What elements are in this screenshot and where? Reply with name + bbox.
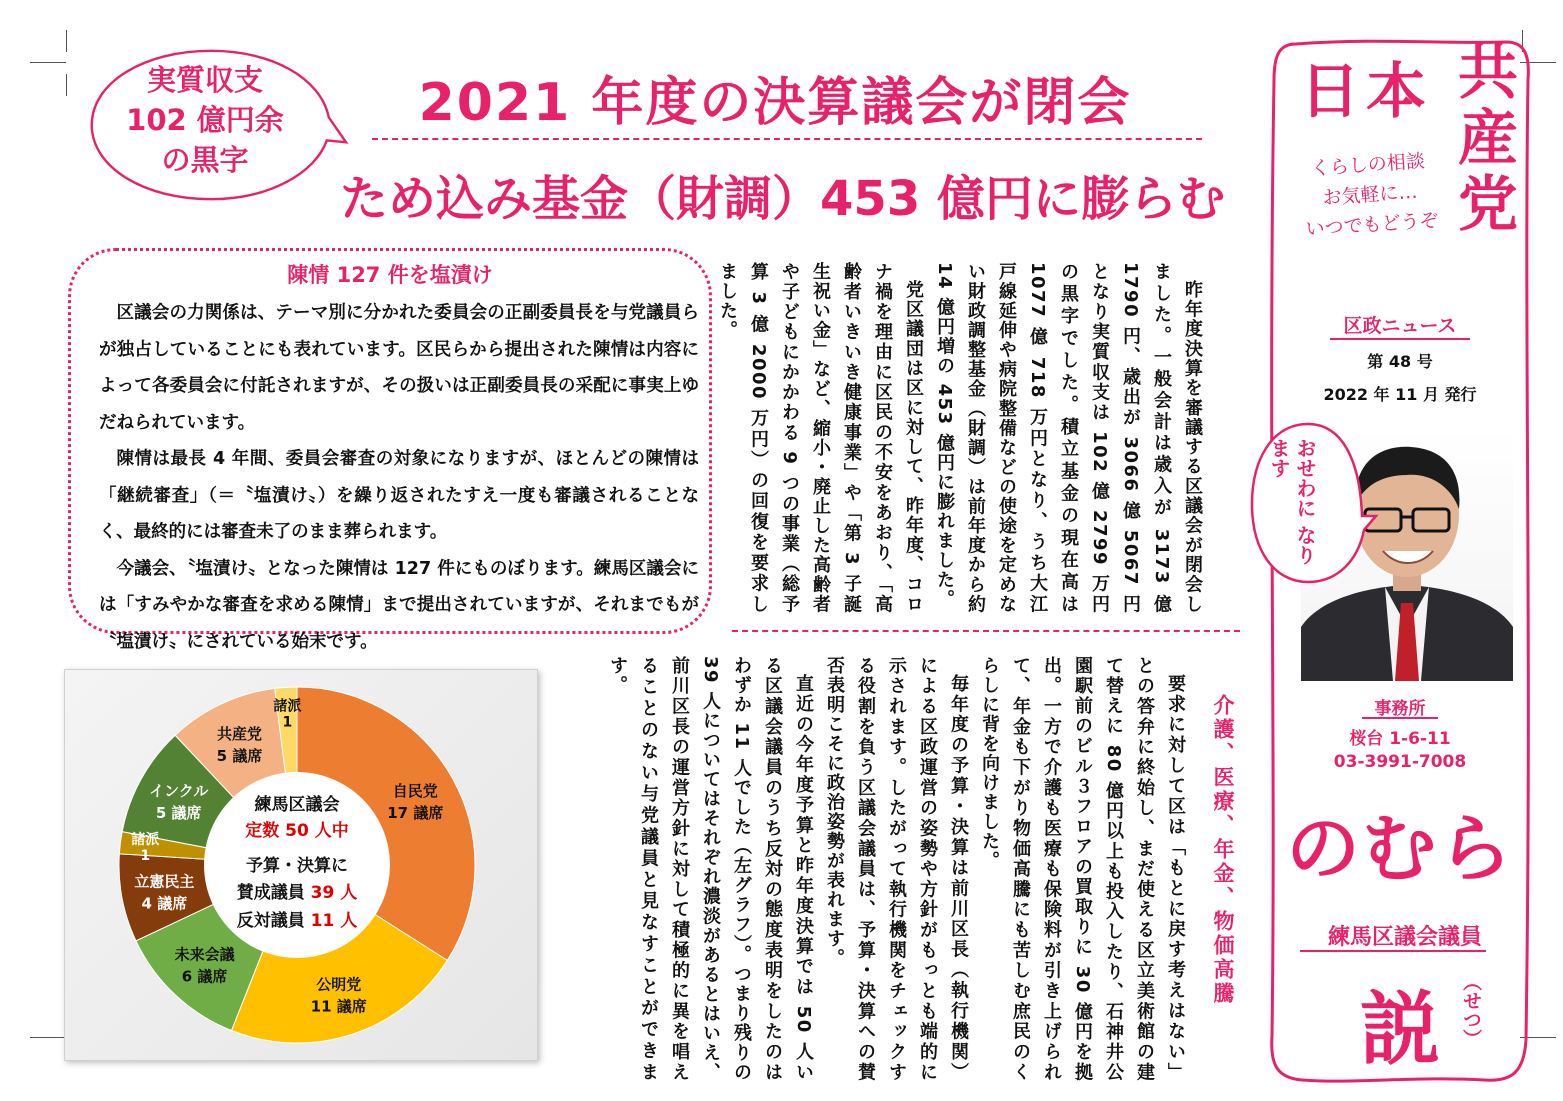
main-headline: 2021 年度の決算議会が閉会: [418, 73, 1132, 133]
greeting-line: なります: [1267, 438, 1317, 565]
news-underline: [1330, 338, 1470, 340]
consult-note: [1297, 145, 1443, 245]
callout-line: 102 億円余: [126, 103, 284, 137]
slice-label: 未来会議: [174, 945, 235, 964]
crop-mark: [66, 30, 67, 52]
crop-mark: [66, 74, 67, 96]
headline-divider: [372, 138, 1202, 140]
article-paragraph: 昨年度決算を審議する区議会が閉会しました。一般会計は歳入が 3173 億 1790 円、歳出が 3066 億 5067 円となり実質収支は 102 億 2799 万円の黒字でした。積立基金の現在高は 1077 億 718 万円となり、うち大江戸線延伸や病院整備などの使途を定めない財政調整基金（財調）は前年度から約 14 億円増の 453 億円に膨れました。: [934, 262, 1203, 614]
center-line-text: 反対議員: [236, 911, 311, 931]
member-name-hiragana: のむら: [1286, 806, 1514, 892]
article-upper: [717, 262, 1208, 614]
approve-count: 39 人: [310, 883, 358, 903]
greeting-line: おせわに: [1293, 438, 1317, 518]
article-paragraph: 毎年度の予算・決算は前川区長（執行機関）による区政運営の姿勢や方針がもっとも端的に示されます。したがって執行機関をチェックする役割を負う区議会議員は、予算・決算への賛否表明こそに政治姿勢が表れます。: [824, 656, 969, 1083]
article-paragraph: 要求に対して区は「もとに戻す考えはない」との答弁に終始し、まだ使える区立美術館の建て替えに 80 億円以上も投入したり、石神井公園駅前のビル３フロアの買取りに 30 億円を拠出。一方で介護も医療も保険料が引き上げられて、年金も下がり物価高騰にも苦しむ庶民のくらしに背を向けました。: [979, 656, 1186, 1083]
office-label: 事務所: [1374, 699, 1426, 719]
slice-value-label: 5 議席: [216, 746, 263, 765]
slice-label: 公明党: [316, 975, 362, 994]
slice-value-label: 11 議席: [310, 997, 367, 1016]
petition-paragraph: 今議会、〝塩漬け〟となった陳情は 127 件にものぼります。練馬区議会には「すみやかな審査を求める陳情」まで提出されていますが、それまでもが〝塩漬け〟にされている始末です。: [99, 558, 699, 652]
petition-body: [99, 295, 699, 660]
center-line-text: 予算・決算に: [246, 856, 348, 876]
chart-center-line: [246, 855, 348, 876]
issue-number: 第 48 号: [1367, 352, 1433, 371]
donut-chart-svg: [65, 670, 539, 1062]
chart-total-label: 定数 50 人中: [245, 821, 349, 841]
petition-paragraph: 区議会の力関係は、テーマ別に分かれた委員会の正副委員長を与党議員らが独占していることにも表れています。区民らから提出された陳情は内容によって各委員会に付託されますが、その扱いは正副委員長の采配に事実上ゆだねられています。: [99, 303, 699, 433]
slice-value-label: 5 議席: [155, 803, 202, 822]
callout-line: 実質収支: [146, 63, 263, 97]
article-lower: [563, 656, 1191, 1082]
slice-value-label: 1: [282, 714, 293, 731]
slice-label: 共産党: [217, 724, 263, 743]
member-name-reading: （せつ）: [1460, 972, 1482, 1048]
center-line-text: 賛成議員: [236, 883, 311, 903]
member-name-kanji: 説: [1360, 983, 1440, 1076]
consult-line: お気軽に…: [1321, 180, 1419, 210]
article-paragraph: 直近の今年度予算と昨年度決算では 50 人いる区議会議員のうち反対の態度表明をしたのはわずか 11 人でした（左グラフ）。つまり残りの 39 人についてはそれぞれ濃淡があるとはいえ、前川区長の運営方針に対して積極的に異を唱えることのない与党議員と見なすことができます。: [607, 656, 814, 1083]
crop-mark: [30, 1037, 66, 1038]
article-lower-heading: 介護、医療、年金、物価高騰: [1211, 694, 1235, 1006]
slice-label: 諸派: [273, 698, 302, 715]
slice-label: インクル: [149, 781, 209, 800]
slice-value-label: 6 議席: [181, 967, 228, 986]
chart-title: 練馬区議会: [254, 795, 340, 815]
article-paragraph: 党区議団は区に対して、昨年度、コロナ禍を理由に区民の不安をあおり、「高齢者いきいき健康事業」や「第 3 子誕生祝い金」など、縮小・廃止した高齢者や子どもにかかわる 9 つの事業（総予算 3 億 2000 万円）の回復を要求しました。: [717, 262, 924, 614]
slice-label: 諸派: [131, 831, 160, 848]
office-phone: 03-3991-7008: [1333, 752, 1467, 772]
photo-greeting: [1266, 438, 1318, 568]
deficit-callout: [110, 60, 300, 180]
consult-line: いつでもどうぞ: [1304, 209, 1440, 241]
consult-line: くらしの相談: [1310, 150, 1426, 181]
member-title: 練馬区議会議員: [1327, 925, 1482, 950]
slice-value-label: 4 議席: [141, 894, 188, 913]
oppose-count: 11 人: [310, 911, 358, 931]
petition-title: 陳情 127 件を塩漬け: [287, 263, 493, 287]
article-divider: [732, 630, 1240, 632]
crop-mark: [30, 62, 66, 63]
news-label: 区政ニュース: [1343, 315, 1457, 337]
council-seat-chart: [64, 669, 538, 1061]
sub-headline: ため込み基金（財調）453 億円に膨らむ: [340, 171, 1225, 227]
slice-value-label: 1: [140, 847, 151, 864]
chart-center-line: [237, 882, 358, 903]
petition-paragraph: 陳情は最長 4 年間、委員会審査の対象になりますが、ほとんどの陳情は「継続審査」（＝〝塩漬け〟）を繰り返されたすえ一度も審議されることなく、最終的には審査未了のまま葬られます。: [99, 449, 699, 542]
slice-label: 自民党: [392, 781, 438, 800]
member-underline: [1300, 950, 1486, 952]
slice-value-label: 17 議席: [387, 803, 444, 822]
party-name-vertical: 共産党: [1448, 40, 1518, 238]
petition-box: [68, 248, 712, 652]
office-underline: [1362, 717, 1438, 719]
party-name-first: 日本: [1300, 57, 1432, 127]
callout-line: の黒字: [161, 143, 249, 177]
office-address: 桜台 1-6-11: [1349, 729, 1451, 749]
slice-label: 立憲民主: [134, 872, 195, 891]
chart-center-line: [237, 910, 358, 931]
party-name-second: [1440, 40, 1518, 238]
issue-date: 2022 年 11 月 発行: [1323, 385, 1477, 404]
